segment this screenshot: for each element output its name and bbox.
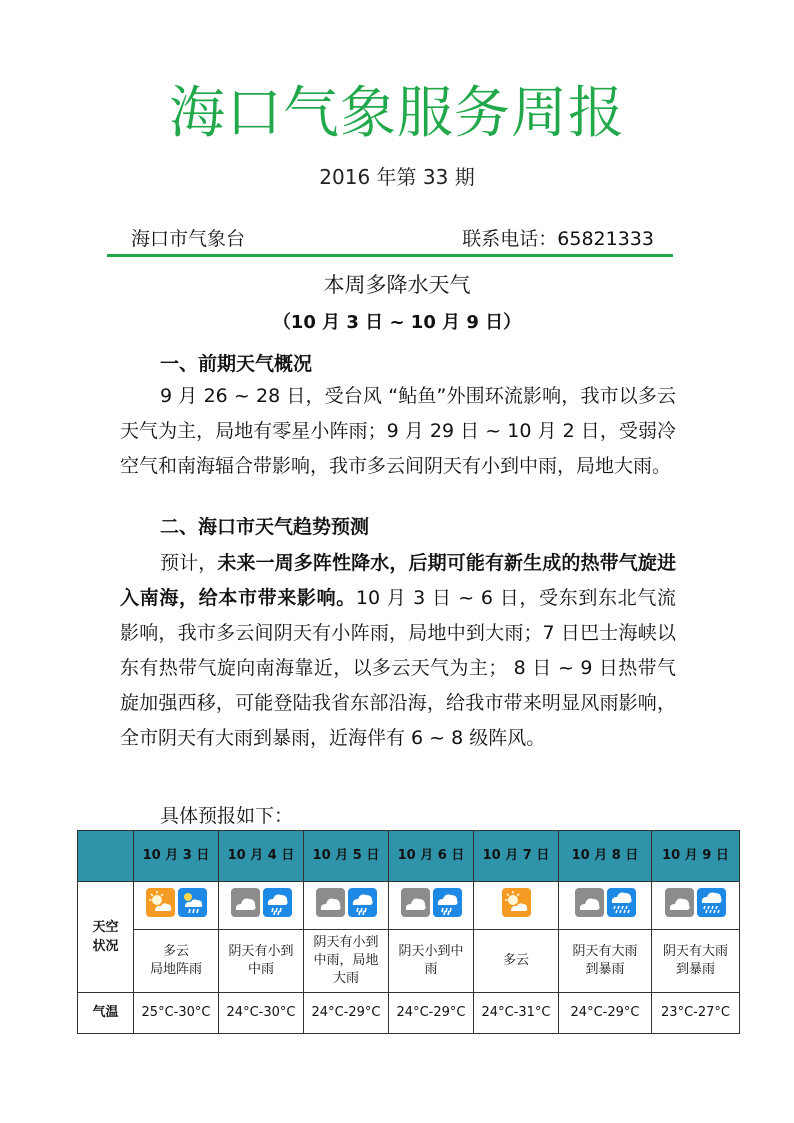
temp-cell: 24°C-30°C — [219, 993, 304, 1034]
forecast-temp-row — [78, 993, 740, 1034]
temp-cell: 23°C-27°C — [652, 993, 740, 1034]
rain-icon — [348, 888, 377, 917]
forecast-intro: 具体预报如下： — [160, 805, 294, 827]
icon-cell — [304, 882, 389, 930]
desc-cell — [474, 930, 559, 993]
temp-cell: 25°C-30°C — [134, 993, 219, 1034]
icon-cell — [389, 882, 474, 930]
sky-label-text: 天空状况 — [92, 920, 119, 954]
temp-cell: 24°C-31°C — [474, 993, 559, 1034]
desc-text: 阴天有大雨到暴雨 — [662, 944, 728, 977]
date-cell: 10 月 7 日 — [474, 831, 559, 882]
desc-cell — [652, 930, 740, 993]
temp-cell: 24°C-29°C — [389, 993, 474, 1034]
weather-icon-group — [146, 888, 207, 917]
sun-rain-icon — [178, 888, 207, 917]
section-text-forecast — [120, 546, 676, 756]
desc-cell — [134, 930, 219, 993]
contact-phone: 联系电话：65821333 — [462, 228, 654, 250]
desc-cell — [304, 930, 389, 993]
icon-cell — [559, 882, 652, 930]
desc-cell — [389, 930, 474, 993]
cloud-icon — [575, 888, 604, 917]
forecast-text-highlight: 未来一周多阵性降水，后期可能有新生成的热带气旋进入南海，给本市带来影响。 — [120, 552, 676, 609]
forecast-table — [77, 830, 740, 1034]
header-divider — [107, 254, 673, 257]
weather-icon-group — [502, 888, 531, 917]
icon-cell — [134, 882, 219, 930]
rain-icon — [433, 888, 462, 917]
forecast-desc-row — [78, 930, 740, 993]
sun-cloud-icon — [146, 888, 175, 917]
report-title: 本周多降水天气 — [323, 273, 471, 297]
desc-cell — [559, 930, 652, 993]
desc-cell — [219, 930, 304, 993]
forecast-text-detail: 10 月 3 日 ~ 6 日，受东到东北气流影响，我市多云间阴天有小阵雨，局地中到大雨；7 日巴士海峡以东有热带气旋向南海靠近，以多云天气为主； 8 日 ~ 9 日热带气旋加强西移，可能登陆我省东部沿海，给我市带来明显风雨影响，全市阴天有大雨到暴雨，近海伴有 6 ~ 8 级阵风。 — [120, 587, 676, 749]
section-heading-past: 一、前期天气概况 — [160, 353, 313, 375]
date-cell: 10 月 9 日 — [652, 831, 740, 882]
sky-row-label — [78, 882, 134, 993]
weather-icon-group — [316, 888, 377, 917]
desc-text: 阴天小到中雨 — [398, 944, 464, 977]
temp-cell: 24°C-29°C — [304, 993, 389, 1034]
organization-name: 海口市气象台 — [131, 228, 246, 250]
cloud-icon — [401, 888, 430, 917]
weather-icon-group — [401, 888, 462, 917]
forecast-header-row — [78, 831, 740, 882]
date-cell: 10 月 4 日 — [219, 831, 304, 882]
weather-icon-group — [665, 888, 726, 917]
heavy-rain-icon — [697, 888, 726, 917]
temp-cell: 24°C-29°C — [559, 993, 652, 1034]
desc-text: 多云 — [502, 953, 529, 968]
weather-icon-group — [231, 888, 292, 917]
cloud-icon — [665, 888, 694, 917]
desc-text: 多云 局地阵雨 — [149, 944, 202, 977]
desc-text: 阴天有小到中雨 — [228, 944, 294, 977]
issue-number: 2016 年第 33 期 — [319, 165, 475, 189]
heavy-rain-icon — [607, 888, 636, 917]
section-heading-forecast: 二、海口市天气趋势预测 — [160, 516, 370, 538]
forecast-icon-row — [78, 882, 740, 930]
masthead-bar — [107, 225, 673, 253]
forecast-text-lead: 预计， — [160, 552, 218, 574]
desc-text: 阴天有大雨到暴雨 — [572, 944, 638, 977]
temp-row-label: 气温 — [78, 993, 134, 1034]
icon-cell — [474, 882, 559, 930]
weather-icon-group — [575, 888, 636, 917]
icon-cell — [652, 882, 740, 930]
page-title: 海口气象服务周报 — [169, 81, 625, 146]
cloud-icon — [231, 888, 260, 917]
desc-text: 阴天有小到中雨，局地大雨 — [313, 935, 379, 986]
section-text-past: 9 月 26 ~ 28 日，受台风 “鲇鱼”外围环流影响，我市以多云天气为主，局地有零星小阵雨；9 月 29 日 ~ 10 月 2 日，受弱冷空气和南海辐合带影响，我市多云间阴天有小到中雨，局地大雨。 — [120, 385, 676, 477]
date-cell: 10 月 6 日 — [389, 831, 474, 882]
date-cell: 10 月 8 日 — [559, 831, 652, 882]
icon-cell — [219, 882, 304, 930]
date-cell: 10 月 3 日 — [134, 831, 219, 882]
sun-cloud-icon — [502, 888, 531, 917]
report-date-range: （10 月 3 日 ~ 10 月 9 日） — [272, 312, 522, 333]
rain-icon — [263, 888, 292, 917]
date-cell: 10 月 5 日 — [304, 831, 389, 882]
cloud-icon — [316, 888, 345, 917]
header-corner — [78, 831, 134, 882]
